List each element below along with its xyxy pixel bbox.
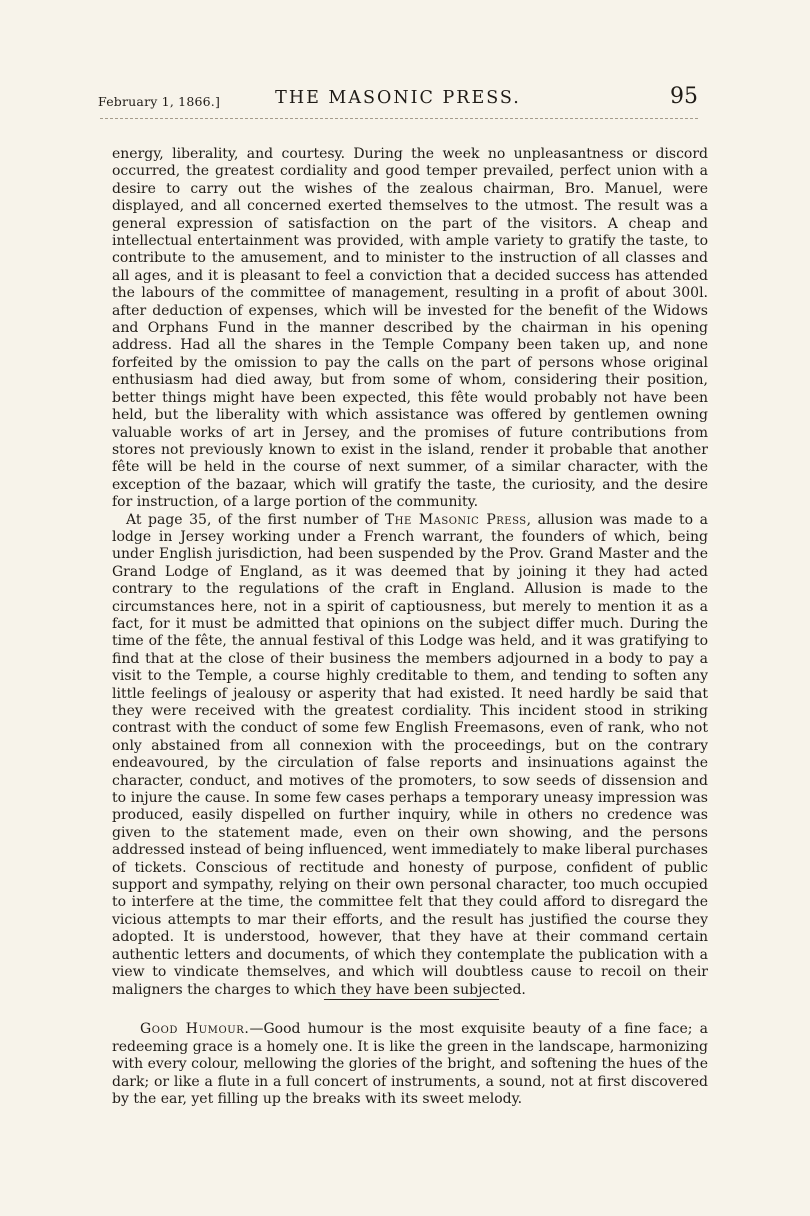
good-humour-heading: Good Humour. [140,1021,250,1037]
paragraph-2-text: , allusion was made to a lodge in Jersey working under a French warrant, the founders of which, being under English jurisdiction, had been suspended by the Prov. Grand Master and the Grand Lodge of England, as it was deemed that by joining it they had acted contrary to the regulations of the craft in England. Allusion is made to the circumstances here, not in a spirit of captiousness, but merely to mention it as a fact, for it must be admitted that opinions on the subject differ much. During the time of the fête, the annual festival of this Lodge was held, and it was gratifying to find that at the close of their business the members adjourned in a body to pay a visit to the Temple, a course highly creditable to them, and tending to soften any little feelings of jealousy or asperity that had existed. It need hardly be said that they were received with the greatest cordiality. This incident stood in striking contrast with the conduct of some few English Freemasons, even of rank, who not only abstained from all connexion with the proceedings, but on the contrary endeavoured, by the circulation of false reports and insinuations against the character, conduct, and motives of the promoters, to sow seeds of dissension and to injure the cause. In some few cases perhaps a temporary uneasy impression was produced, easily dispelled on further inquiry, while in others no credence was given to the statement made, even on their own showing, and the persons addressed instead of being influenced, went immediately to make liberal purchases of tickets. Conscious of rectitude and honesty of purpose, confident of public support and sympathy, relying on their own personal character, too much occupied to interfere at the time, the committee felt that they could afford to disregard the vicious attempts to mar their efforts, and the result has justified the course they adopted. It is understood, however, that they have at their command certain authentic letters and documents, of which they contemplate the publication with a view to vindicate themselves, and which will doubtless cause to recoil on their maligners the charges to which they have been subjected. [112,511,708,998]
article-paragraph-1: energy, liberality, and courtesy. During the week no unpleasantness or discord occurred, the greatest cordiality and good temper prevailed, perfect union with a desire to carry out the wishes of the zealous chairman, Bro. Manuel, were displayed, and all concerned exerted themselves to the utmost. The result was a general expression of satisfaction on the part of the visitors. A cheap and intellectual entertainment was provided, with ample variety to gratify the taste, to contribute to the amusement, and to minister to the instruction of all classes and all ages, and it is pleasant to feel a conviction that a decided success has attended the labours of the committee of management, resulting in a profit of about 300l. after deduction of expenses, which will be invested for the benefit of the Widows and Orphans Fund in the manner described by the chairman in his opening address. Had all the shares in the Temple Company been taken up, and none forfeited by the omission to pay the calls on the part of persons whose original enthusiasm had died away, but from some of whom, considering their position, better things might have been expected, this fête would probably not have been held, but the liberality with which assistance was offered by gentlemen owning valuable works of art in Jersey, and the promises of future contributions from stores not previously known to exist in the island, render it probable that another fête will be held in the course of next summer, of a similar character, with the exception of the bazaar, which will gratify the taste, the curiosity, and the desire for instruction, of a large portion of the community. [112,146,708,511]
paragraph-2-intro: At page 35, of the first number of [126,511,385,528]
good-humour-paragraph [112,1021,708,1109]
article-paragraph-2 [112,512,708,999]
article-body [112,146,708,999]
good-humour-item [112,1021,708,1109]
good-humour-text: —Good humour is the most exquisite beauty of a fine face; a redeeming grace is a homely one. It is like the green in the landscape, harmonizing with every colour, mellowing the glories of the bright, and softening the hues of the dark; or like a flute in a full concert of instruments, a sound, not at first discovered by the ear, yet filling up the breaks with its sweet melody. [112,1021,708,1108]
publication-title: THE MASONIC PRESS. [275,88,521,108]
header-rule [100,118,698,119]
section-divider [324,999,499,1000]
page-number: 95 [670,84,698,109]
issue-date: February 1, 1866.] [98,94,221,109]
publication-reference: The Masonic Press [384,511,527,528]
page-header [98,84,698,114]
